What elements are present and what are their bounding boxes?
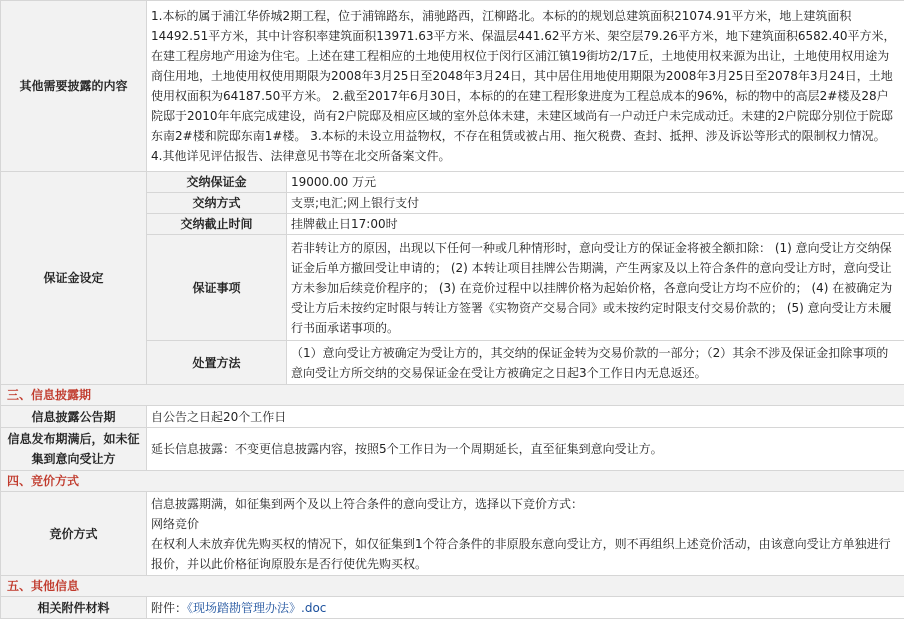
- section-5-heading: 五、其他信息: [1, 576, 904, 597]
- deposit-deadline-label: 交纳截止时间: [147, 214, 287, 235]
- deposit-deadline-value: 挂牌截止日17:00时: [287, 214, 904, 235]
- deposit-matters-label: 保证事项: [147, 235, 287, 341]
- deposit-amount-value: 19000.00 万元: [287, 172, 904, 193]
- deposit-amount-label: 交纳保证金: [147, 172, 287, 193]
- deposit-label: 保证金设定: [1, 172, 147, 385]
- section-3-heading: 三、信息披露期: [1, 385, 904, 406]
- attachments-value: [147, 597, 904, 619]
- bidding-line-2: 网络竞价: [151, 516, 200, 531]
- deposit-method-label: 交纳方式: [147, 193, 287, 214]
- expiry-value: 延长信息披露：不变更信息披露内容，按照5个工作日为一个周期延长，直至征集到意向受让方。: [147, 428, 904, 471]
- deposit-disposal-value: （1）意向受让方被确定为受让方的，其交纳的保证金转为交易价款的一部分；（2）其余不涉及保证金扣除事项的意向受让方所交纳的交易保证金在受让方被确定之日起3个工作日内无息返还。: [287, 341, 904, 385]
- other-disclosure-text: 1.本标的属于浦江华侨城2期工程，位于浦锦路东，浦驰路西，江柳路北。本标的的规划总建筑面积21074.91平方米，地上建筑面积14492.51平方米，其中计容积率建筑面积13971.63平方米、保温层441.62平方米、架空层79.26平方米，地下建筑面积6582.40平方米，在建工程房地产用途为住宅。上述在建工程相应的土地使用权位于闵行区浦江镇19街坊2/17丘，土地使用权来源为出让，土地使用权用途为商住用地，土地使用权使用期限为2008年3月25日至2048年3月24日，其中居住用地使用期限为2008年3月25日至2078年3月24日，土地使用权面积为64187.50平方米。 2.截至2017年6月30日，本标的的在建工程形象进度为工程总成本的96%，标的物中的高层2#楼及28户院邸于2010年年底完成建设，尚有2户院邸及相应区域的室外总体未建，未建区域尚有一户动迁户未完成动迁。未建的2户院邸分别位于院邸东南2#楼和院邸东南1#楼。 3.本标的未设立用益物权，不存在租赁或被占用、拖欠税费、查封、抵押、涉及诉讼等形式的限制权力情况。 4.其他详见评估报告、法律意见书等在北交所备案文件。: [147, 1, 904, 172]
- attachment-prefix: 附件：: [151, 600, 188, 615]
- bidding-method-value: [147, 492, 904, 576]
- deposit-disposal-label: 处置方法: [147, 341, 287, 385]
- bidding-line-3: 在权利人未放弃优先购买权的情况下，如仅征集到1个符合条件的非原股东意向受让方，则不再组织上述竞价活动，由该意向受让方单独进行报价，并以此价格征询原股东是否行使优先购买权。: [151, 536, 891, 571]
- deposit-matters-value: 若非转让方的原因，出现以下任何一种或几种情形时，意向受让方的保证金将被全额扣除： (1) 意向受让方交纳保证金后单方撤回受让申请的； (2) 本转让项目挂牌公告期满，产生两家及以上符合条件的意向受让方时，意向受让方未参加后续竞价程序的； (3) 在竞价过程中以挂牌价格为起始价格，各意向受让方均不应价的； (4) 在被确定为受让方后未按约定时限与转让方签署《实物资产交易合同》或未按约定时限支付交易价款的； (5) 意向受让方未履行书面承诺事项的。: [287, 235, 904, 341]
- section-4-heading: 四、竞价方式: [1, 471, 904, 492]
- attachments-label: 相关附件材料: [1, 597, 147, 619]
- disclosure-period-value: 自公告之日起20个工作日: [147, 406, 904, 428]
- deposit-method-value: 支票;电汇;网上银行支付: [287, 193, 904, 214]
- disclosure-period-label: 信息披露公告期: [1, 406, 147, 428]
- other-disclosure-label: 其他需要披露的内容: [1, 1, 147, 172]
- expiry-label: 信息发布期满后，如未征集到意向受让方: [1, 428, 147, 471]
- attachment-file-link[interactable]: 《现场踏勘管理办法》.doc: [187, 600, 327, 615]
- bidding-line-1: 信息披露期满，如征集到两个及以上符合条件的意向受让方，选择以下竞价方式：: [151, 496, 584, 511]
- bidding-method-label: 竞价方式: [1, 492, 147, 576]
